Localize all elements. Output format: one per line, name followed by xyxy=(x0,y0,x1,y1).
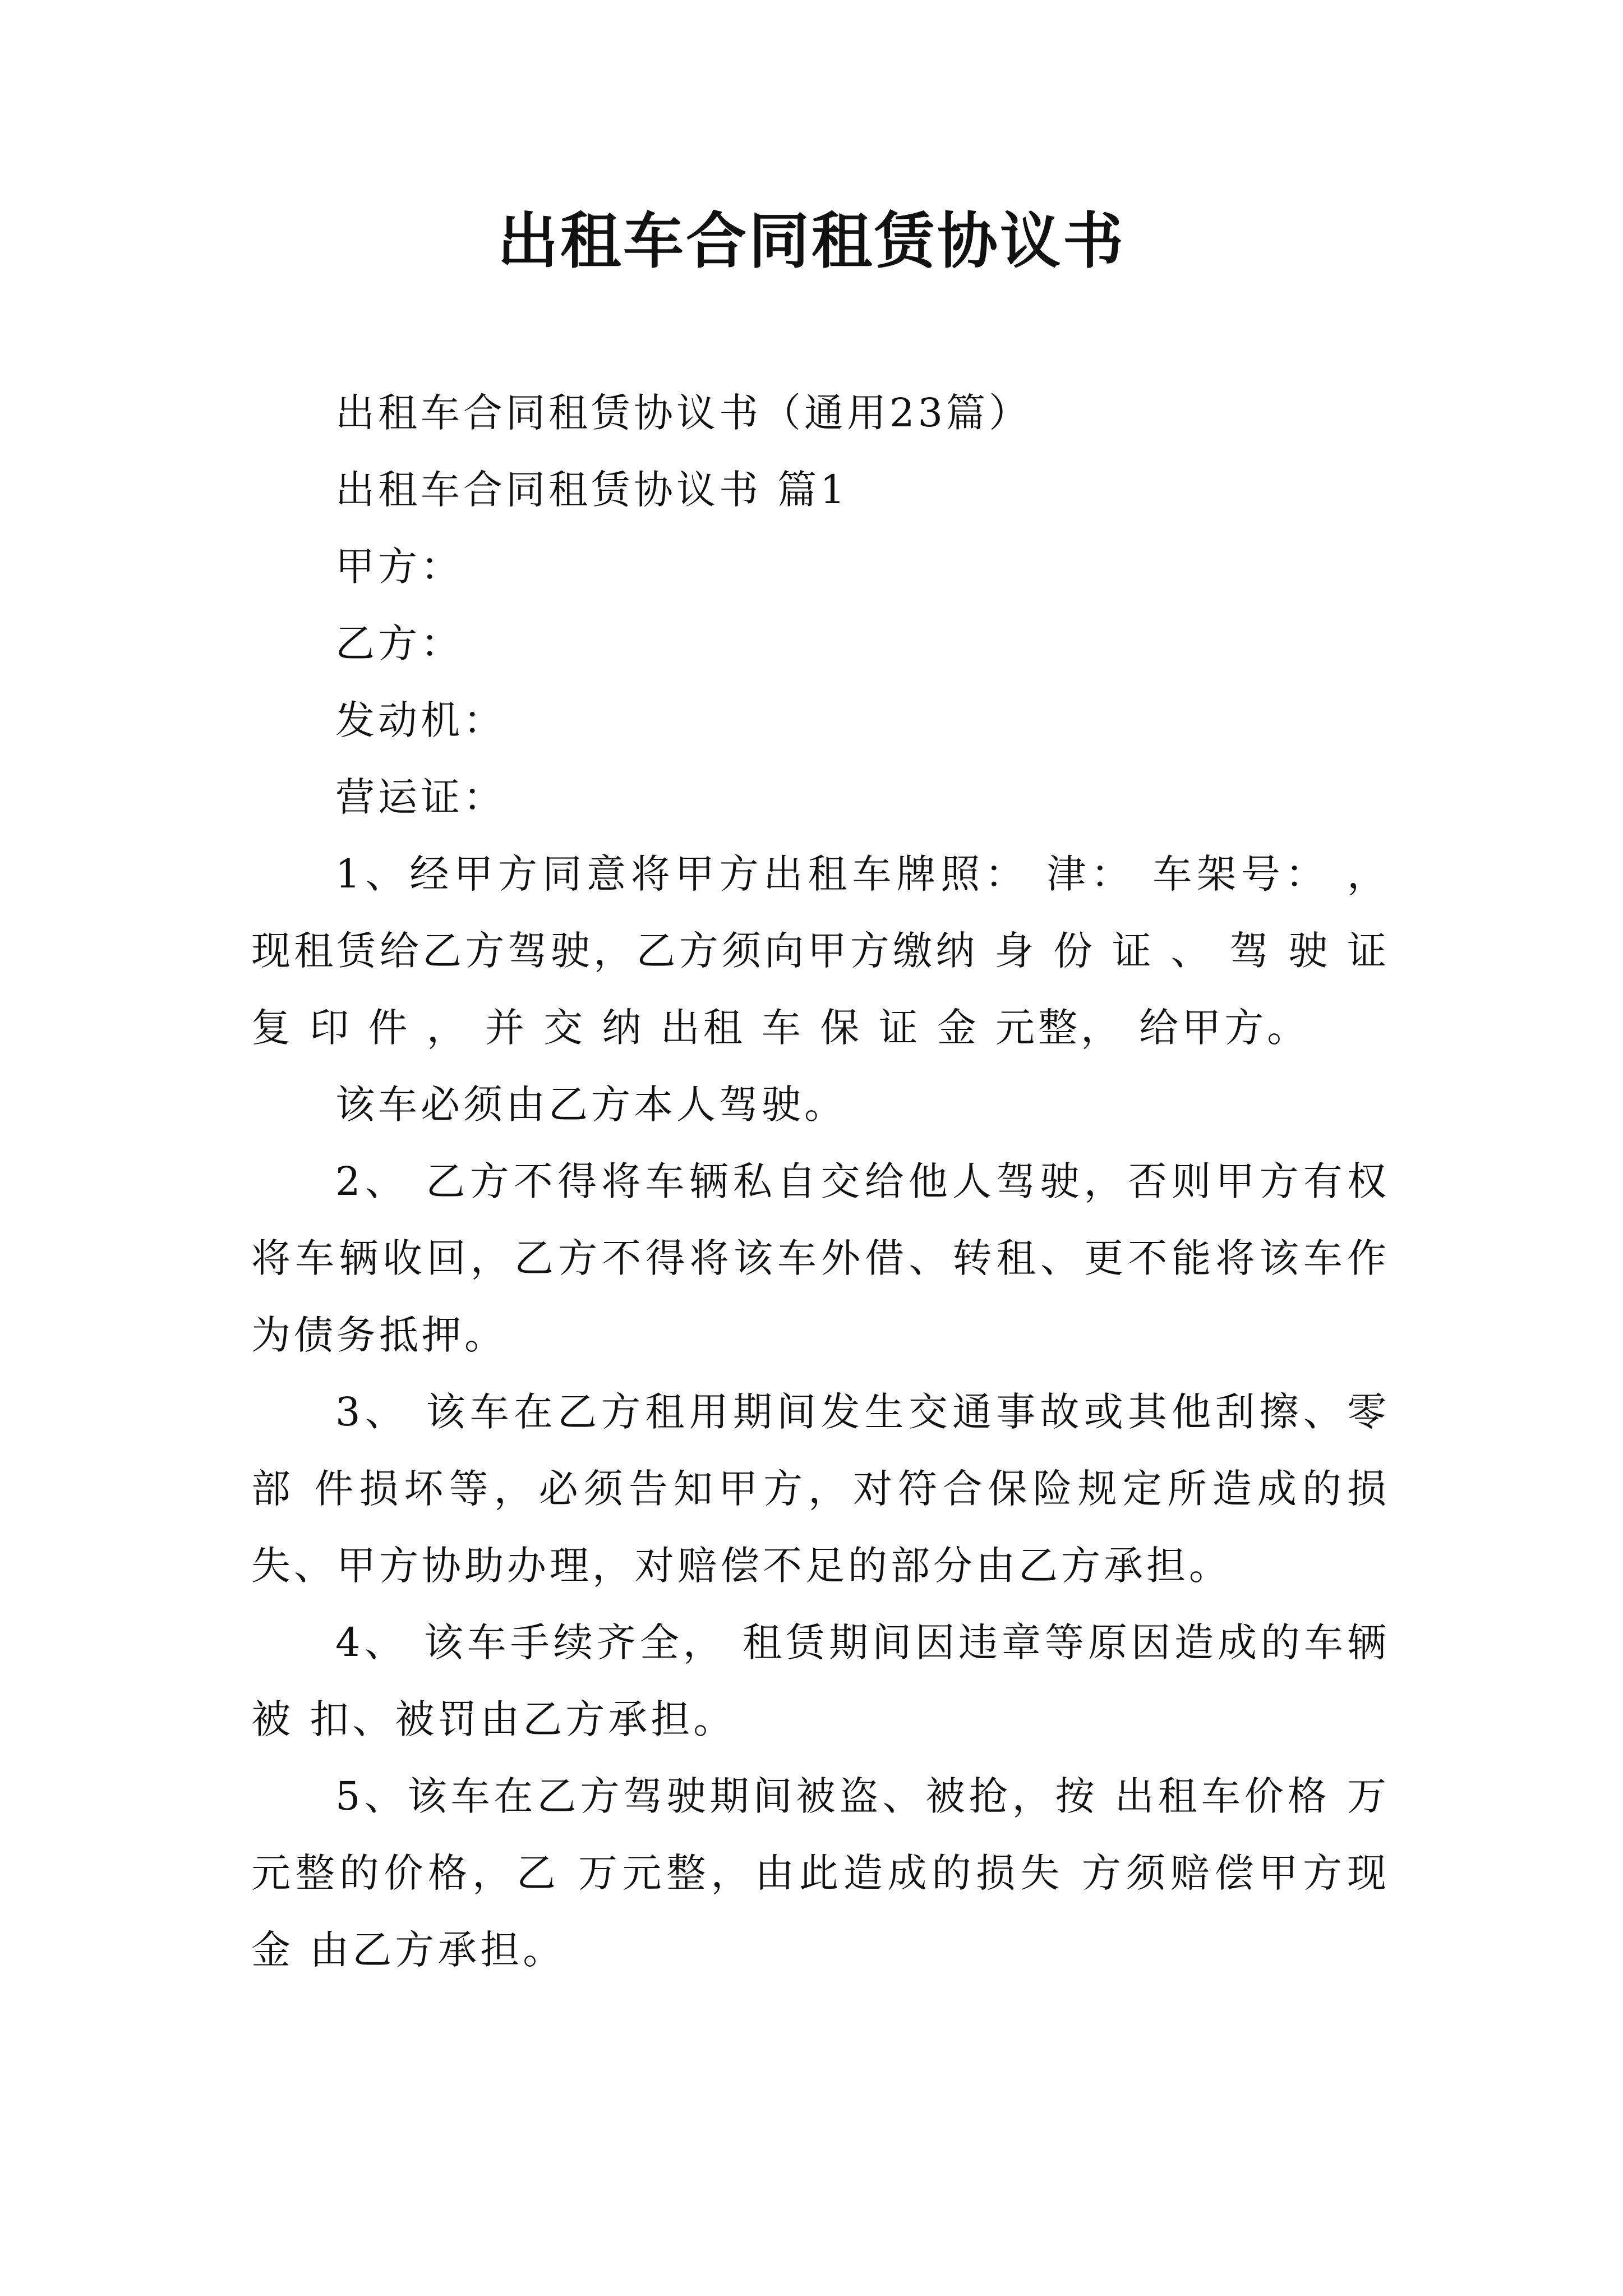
clause-3: 3、 该车在乙方租用期间发生交通事故或其他刮擦、零部 件损坏等，必须告知甲方，对符合保险规定所造成的损失、甲方协助办理，对赔偿不足的部分由乙方承担。 xyxy=(251,1389,1390,1589)
section-heading: 出租车合同租赁协议书 篇1 xyxy=(335,467,849,513)
clause-2: 2、 乙方不得将车辆私自交给他人驾驶，否则甲方有权将车辆收回，乙方不得将该车外借、转租、更不能将该车作为债务抵押。 xyxy=(251,1158,1390,1358)
clause-1: 1、经甲方同意将甲方出租车牌照： 津： 车架号： ，现租赁给乙方驾驶，乙方须向甲方缴纳 身 份 证 、 驾 驶 证 复 印 件 ， 并 交 纳 出租 车 保 证 金 元整， 给甲方。 xyxy=(251,851,1390,1051)
clause-1-note: 该车必须由乙方本人驾驶。 xyxy=(335,1082,847,1128)
document-title: 出租车合同租赁协议书 xyxy=(497,206,1126,277)
party-b-field: 乙方： xyxy=(335,620,463,666)
clause-4: 4、 该车手续齐全， 租赁期间因违章等原因造成的车辆被 扣、被罚由乙方承担。 xyxy=(251,1619,1390,1742)
subtitle-line: 出租车合同租赁协议书（通用23篇） xyxy=(335,390,1032,436)
party-a-field: 甲方： xyxy=(335,544,463,590)
operation-license-field: 营运证： xyxy=(335,774,506,820)
document-body xyxy=(251,375,1390,1989)
clause-5: 5、该车在乙方驾驶期间被盗、被抢，按 出租车价格 万元整的价格，乙 万元整，由此造成的损失 方须赔偿甲方现金 由乙方承担。 xyxy=(251,1773,1390,1973)
engine-field: 发动机： xyxy=(335,697,506,743)
